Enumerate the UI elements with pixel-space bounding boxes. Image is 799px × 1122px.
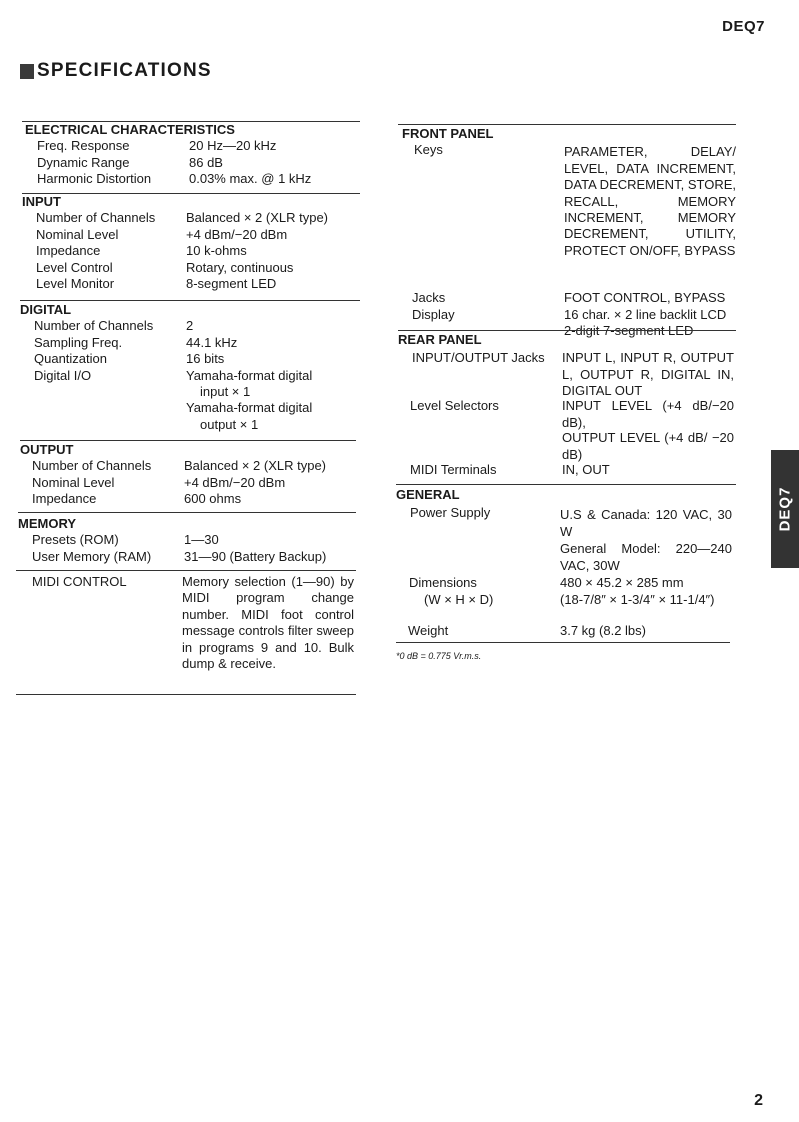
spec-row	[20, 475, 356, 491]
spec-label: Jacks	[412, 290, 446, 306]
spec-value: 44.1 kHz	[186, 334, 238, 350]
spec-label: Nominal Level	[36, 226, 119, 242]
spec-value: PARAMETER, DELAY/ LEVEL, DATA INCREMENT, DATA DECREMENT, STORE, RECALL, MEMORY INCREMENT, MEMORY DECREMENT, UTILITY, PROTECT ON/OFF, BYPASS	[564, 144, 736, 258]
spec-row	[20, 491, 356, 507]
spec-row	[396, 575, 736, 623]
spec-label: MIDI CONTROL	[32, 574, 127, 589]
footnote: *0 dB = 0.775 Vr.m.s.	[396, 651, 482, 661]
spec-label: MIDI Terminals	[410, 462, 497, 478]
spec-row	[22, 227, 360, 243]
divider	[396, 484, 736, 485]
divider	[18, 512, 356, 513]
electrical-section	[25, 122, 360, 188]
divider	[16, 694, 356, 695]
digital-section	[20, 302, 360, 433]
spec-row	[22, 260, 360, 276]
spec-label: Digital I/O	[34, 367, 92, 383]
section-heading: MEMORY	[18, 516, 77, 531]
spec-row	[18, 532, 356, 548]
spec-label: Level Control	[36, 259, 113, 275]
section-heading: ELECTRICAL CHARACTERISTICS	[25, 122, 235, 137]
spec-label: User Memory (RAM)	[32, 548, 152, 564]
spec-value: Yamaha-format digital	[186, 367, 313, 383]
spec-value: Balanced × 2 (XLR type)	[186, 210, 328, 226]
spec-row	[398, 348, 736, 398]
rear-panel-section	[398, 332, 736, 479]
memory-section	[18, 516, 356, 565]
side-tab-label: DEQ7	[776, 486, 794, 532]
divider	[20, 440, 356, 441]
spec-row	[398, 462, 736, 478]
spec-value: 8-segment LED	[186, 275, 277, 291]
spec-value: INPUT L, INPUT R, OUTPUT L, OUTPUT R, DIGITAL IN, DIGITAL OUT	[562, 350, 734, 399]
spec-value: 0.03% max. @ 1 kHz	[189, 171, 312, 187]
section-heading: DIGITAL	[20, 302, 72, 317]
spec-label: INPUT/OUTPUT Jacks	[412, 350, 545, 366]
spec-value: 2	[186, 318, 194, 334]
spec-row	[20, 351, 360, 367]
spec-value: 20 Hz—20 kHz	[189, 138, 277, 154]
spec-row	[25, 171, 360, 187]
spec-row	[22, 210, 360, 226]
spec-row	[20, 318, 360, 334]
section-heading: OUTPUT	[20, 442, 74, 457]
spec-label: Level Selectors	[410, 398, 499, 414]
spec-value: +4 dBm/−20 dBm	[186, 226, 288, 242]
spec-value: Memory selection (1—90) by MIDI program change number. MIDI foot control message controls filter sweep in programs 9 and 10. Bulk dump & receive.	[182, 574, 354, 672]
spec-value: FOOT CONTROL, BYPASS	[564, 290, 726, 306]
front-panel-section	[402, 126, 736, 340]
spec-value: INPUT LEVEL (+4 dB/−20 dB),	[562, 398, 734, 430]
page-number: 2	[754, 1092, 763, 1109]
spec-label: Number of Channels	[36, 210, 156, 226]
spec-value-cont: 2-digit 7-segment LED	[564, 323, 694, 339]
output-section	[20, 442, 356, 508]
spec-label: Dynamic Range	[37, 154, 130, 170]
section-heading: GENERAL	[396, 487, 460, 502]
spec-label: Power Supply	[410, 505, 491, 521]
side-tab	[771, 450, 799, 568]
spec-row	[20, 368, 360, 401]
spec-label: Sampling Freq.	[34, 334, 123, 350]
spec-label: Level Monitor	[36, 275, 115, 291]
spec-row	[396, 503, 736, 575]
divider	[398, 330, 736, 331]
spec-value: 86 dB	[189, 154, 223, 170]
spec-value: U.S & Canada: 120 VAC, 30 W	[560, 507, 732, 539]
spec-label: Number of Channels	[34, 318, 154, 334]
spec-row	[402, 142, 736, 290]
spec-label: Number of Channels	[32, 458, 152, 474]
spec-value: 16 char. × 2 line backlit LCD	[564, 306, 727, 322]
spec-value: 1—30	[184, 532, 219, 548]
divider	[396, 642, 730, 643]
spec-value: IN, OUT	[562, 462, 610, 478]
spec-value: 600 ohms	[184, 491, 242, 507]
spec-value-cont: input × 1	[200, 383, 251, 399]
spec-value: 16 bits	[186, 351, 225, 367]
spec-label: Quantization	[34, 351, 107, 367]
spec-row	[25, 155, 360, 171]
spec-row	[22, 243, 360, 259]
spec-label-cont: (W × H × D)	[424, 591, 494, 607]
spec-value: Yamaha-format digital	[186, 400, 313, 416]
title-square-icon	[20, 64, 34, 79]
page-title-text: SPECIFICATIONS	[37, 60, 212, 81]
spec-label: Weight	[408, 623, 449, 639]
spec-label: Impedance	[36, 243, 101, 259]
general-section	[396, 487, 736, 640]
spec-value: Balanced × 2 (XLR type)	[184, 458, 326, 474]
spec-value-cont: OUTPUT LEVEL (+4 dB/ −20 dB)	[562, 430, 734, 462]
spec-label: Harmonic Distortion	[37, 171, 152, 187]
spec-row	[22, 276, 360, 292]
page-title	[20, 60, 212, 82]
spec-value-cont: General Model: 220—240 VAC, 30W	[560, 541, 732, 573]
spec-value: Rotary, continuous	[186, 259, 294, 275]
spec-row	[20, 458, 356, 474]
spec-value-cont: (18-7/8″ × 1-3/4″ × 11-1/4″)	[560, 591, 715, 607]
spec-label: Nominal Level	[32, 474, 115, 490]
input-section	[22, 194, 360, 292]
divider	[16, 570, 356, 571]
spec-value: +4 dBm/−20 dBm	[184, 474, 286, 490]
divider	[398, 124, 736, 125]
spec-row	[396, 623, 736, 639]
spec-label: Display	[412, 306, 455, 322]
spec-label: Keys	[414, 142, 443, 158]
spec-row	[398, 398, 736, 462]
divider	[20, 300, 360, 301]
spec-row	[402, 290, 736, 306]
spec-row	[25, 138, 360, 154]
spec-value: 480 × 45.2 × 285 mm	[560, 575, 684, 591]
spec-label: Presets (ROM)	[32, 532, 119, 548]
section-heading: REAR PANEL	[398, 332, 482, 347]
spec-label: Freq. Response	[37, 138, 130, 154]
spec-value: 10 k-ohms	[186, 243, 247, 259]
spec-row	[20, 335, 360, 351]
model-name: DEQ7	[722, 18, 765, 35]
spec-row	[18, 549, 356, 565]
section-heading: FRONT PANEL	[402, 126, 494, 141]
spec-row	[20, 400, 360, 433]
spec-value: 3.7 kg (8.2 lbs)	[560, 623, 646, 639]
spec-label: Dimensions	[409, 575, 477, 591]
spec-value-cont: output × 1	[200, 416, 259, 432]
spec-label: Impedance	[32, 491, 97, 507]
section-heading: INPUT	[22, 194, 61, 209]
spec-value: 31—90 (Battery Backup)	[184, 548, 327, 564]
